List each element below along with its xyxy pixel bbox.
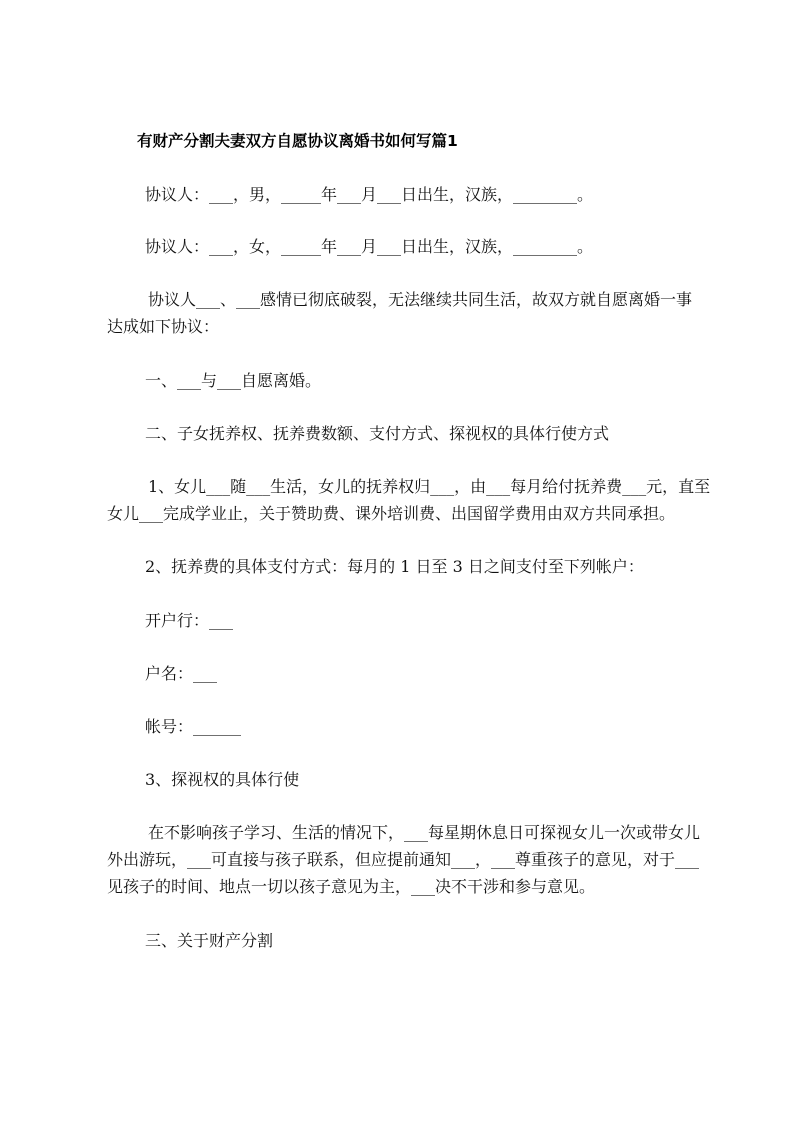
intro-line: 协议人___、___感情已彻底破裂，无法继续共同生活，故双方就自愿离婚一事 bbox=[148, 290, 693, 309]
bank-field: 开户行：___ bbox=[145, 611, 234, 630]
section-2-heading: 二、子女抚养权、抚养费数额、支付方式、探视权的具体行使方式 bbox=[145, 424, 610, 443]
visitation-line: 外出游玩，___可直接与孩子联系，但应提前通知___，___尊重孩子的意见，对于___ bbox=[107, 850, 700, 869]
section-3-heading: 三、关于财产分割 bbox=[145, 931, 274, 950]
intro-line: 达成如下协议： bbox=[107, 317, 220, 336]
section-1-clause: 一、___与___自愿离婚。 bbox=[145, 371, 322, 390]
item-1-line: 女儿___完成学业止，关于赞助费、课外培训费、出国留学费用由双方共同承担。 bbox=[107, 504, 676, 523]
visitation-line: 在不影响孩子学习、生活的情况下，___每星期休息日可探视女儿一次或带女儿 bbox=[148, 823, 701, 842]
item-3-heading: 3、探视权的具体行使 bbox=[145, 770, 300, 789]
party-male-line: 协议人：___，男，_____年___月___日出生，汉族，________。 bbox=[145, 185, 594, 204]
item-1-line: 1、女儿___随___生活，女儿的抚养权归___，由___每月给付抚养费___元，直至 bbox=[148, 477, 711, 496]
document-title: 有财产分割夫妻双方自愿协议离婚书如何写篇1 bbox=[137, 132, 458, 150]
party-female-line: 协议人：___，女，_____年___月___日出生，汉族，________。 bbox=[145, 237, 594, 256]
visitation-line: 见孩子的时间、地点一切以孩子意见为主，___决不干涉和参与意见。 bbox=[107, 877, 596, 896]
account-name-field: 户名：___ bbox=[145, 664, 218, 683]
account-number-field: 帐号：______ bbox=[145, 717, 242, 736]
item-2-paragraph: 2、抚养费的具体支付方式：每月的 1 日至 3 日之间支付至下列帐户： bbox=[145, 557, 644, 576]
